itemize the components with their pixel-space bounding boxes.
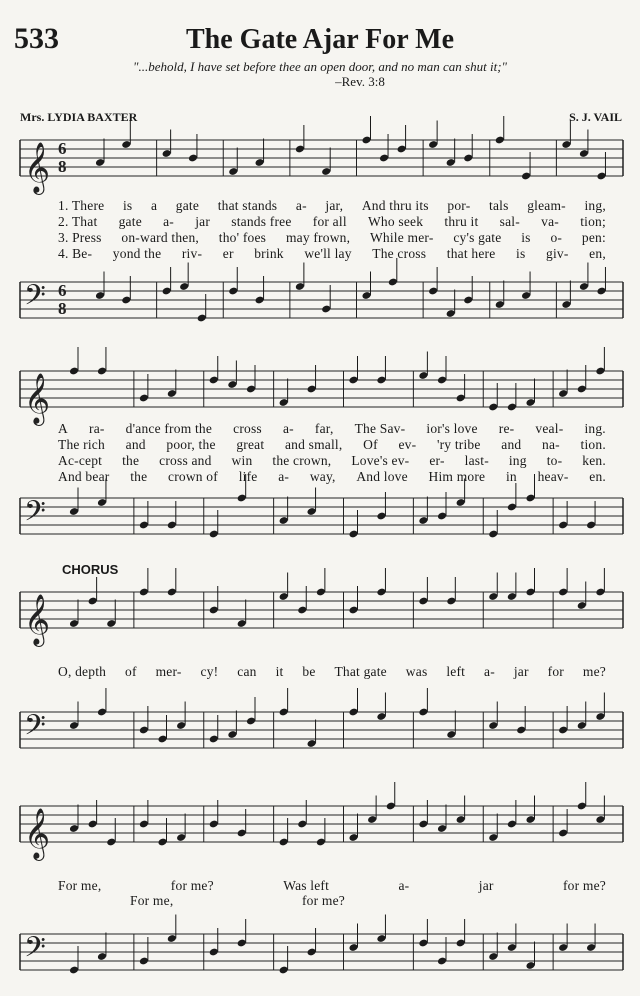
lyric-syllable: win: [231, 453, 253, 468]
lyric-syllable: a-: [163, 214, 174, 229]
lyric-syllable: a-: [398, 878, 410, 893]
lyric-syllable: heav-: [537, 469, 569, 484]
lyric-line: [58, 214, 606, 230]
lyric-syllable: 2. That: [58, 214, 98, 229]
lyric-syllable: Who seek: [367, 214, 424, 229]
lyric-syllable: Of: [363, 437, 378, 452]
lyric-syllable: Him more: [428, 469, 486, 484]
lyric-syllable: giv-: [546, 246, 569, 261]
lyric-syllable: O, depth: [58, 664, 107, 679]
lyric-syllable: a: [150, 198, 158, 213]
lyric-syllable: is: [521, 230, 531, 245]
lyric-syllable: And bear: [58, 469, 110, 484]
lyric-syllable: na-: [542, 437, 560, 452]
lyric-syllable: 1. There: [58, 198, 105, 213]
lyric-syllable: can: [237, 664, 257, 679]
lyric-syllable: in: [505, 469, 517, 484]
lyric-syllable: sal-: [499, 214, 520, 229]
time-signature: 8: [58, 299, 67, 318]
treble-clef-icon: 𝄞: [24, 142, 51, 193]
bass-clef-icon: 𝄢: [24, 495, 46, 535]
lyric-syllable: way,: [309, 469, 336, 484]
lyric-syllable: the: [130, 469, 148, 484]
lyric-syllable: er: [222, 246, 234, 261]
lyric-syllable: cross and: [159, 453, 212, 468]
time-signature: 8: [58, 157, 67, 176]
lyric-syllable: jar,: [325, 198, 344, 213]
bass-clef-icon: 𝄢: [24, 709, 46, 749]
lyric-syllable: por-: [447, 198, 471, 213]
hymn-title: The Gate Ajar For Me: [185, 24, 454, 55]
lyric-syllable: re-: [498, 421, 515, 436]
lyric-syllable: ior's love: [426, 421, 478, 436]
lyric-syllable: cy's gate: [453, 230, 502, 245]
lyric-syllable: ing: [508, 453, 527, 468]
lyric-line: [58, 453, 606, 469]
hymn-number: 533: [14, 22, 59, 55]
lyric-syllable: For me,: [130, 893, 174, 908]
lyric-syllable: For me,: [58, 878, 102, 893]
bass-staff: [0, 276, 640, 336]
lyric-syllable: the crown,: [272, 453, 332, 468]
lyric-syllable: mer-: [155, 664, 182, 679]
lyric-syllable: va-: [541, 214, 559, 229]
lyric-syllable: be: [302, 664, 316, 679]
lyric-syllable: cy!: [200, 664, 219, 679]
lyric-syllable: 4. Be-: [58, 246, 93, 261]
lyric-syllable: a-: [484, 664, 495, 679]
lyric-syllable: And love: [356, 469, 408, 484]
bass-clef-icon: 𝄢: [24, 279, 46, 319]
lyric-syllable: The rich: [58, 437, 105, 452]
treble-staff: [0, 800, 640, 860]
treble-clef-icon: 𝄞: [24, 808, 51, 859]
lyric-syllable: 'ry tribe: [436, 437, 481, 452]
treble-clef-icon: 𝄞: [24, 373, 51, 424]
lyric-syllable: and: [501, 437, 522, 452]
lyric-line: [58, 664, 606, 680]
lyric-syllable: ra-: [89, 421, 105, 436]
lyric-line: [58, 878, 606, 894]
lyric-syllable: cross: [233, 421, 262, 436]
lyric-line: [58, 198, 606, 214]
lyric-syllable: ken.: [582, 453, 606, 468]
lyric-syllable: While mer-: [369, 230, 434, 245]
lyric-syllable: jar: [513, 664, 529, 679]
lyric-syllable: gleam-: [527, 198, 566, 213]
lyric-syllable: far,: [314, 421, 334, 436]
lyric-syllable: stands free: [231, 214, 292, 229]
scripture-reference: –Rev. 3:8: [335, 74, 385, 89]
lyric-syllable: was: [405, 664, 428, 679]
treble-staff: [0, 365, 640, 425]
lyric-syllable: ing.: [584, 421, 606, 436]
composer-credit: S. J. VAIL: [569, 110, 622, 124]
lyric-syllable: it: [275, 664, 284, 679]
lyric-syllable: brink: [254, 246, 284, 261]
lyric-syllable: last-: [464, 453, 489, 468]
lyric-syllable: d'ance from the: [125, 421, 213, 436]
lyric-syllable: The cross: [372, 246, 427, 261]
lyric-syllable: to-: [546, 453, 563, 468]
lyric-syllable: And thru its: [361, 198, 429, 213]
lyric-syllable: The Sav-: [354, 421, 406, 436]
lyric-syllable: er-: [429, 453, 445, 468]
time-signature: 6: [58, 139, 67, 158]
lyric-syllable: left: [446, 664, 466, 679]
lyric-syllable: is: [516, 246, 526, 261]
lyric-syllable: we'll lay: [304, 246, 352, 261]
lyric-syllable: Love's ev-: [351, 453, 410, 468]
lyric-syllable: tion.: [580, 437, 606, 452]
bass-clef-icon: 𝄢: [24, 931, 46, 971]
lyric-syllable: for me?: [301, 893, 345, 908]
lyric-syllable: that here: [446, 246, 496, 261]
lyric-line: [58, 469, 606, 485]
lyric-syllable: that stands: [217, 198, 278, 213]
lyric-syllable: poor, the: [166, 437, 216, 452]
lyric-syllable: o-: [550, 230, 563, 245]
treble-clef-icon: 𝄞: [24, 594, 51, 645]
treble-staff: [0, 134, 640, 194]
chorus-label: CHORUS: [62, 562, 119, 577]
lyric-syllable: a-: [282, 421, 294, 436]
lyric-syllable: riv-: [181, 246, 203, 261]
lyric-syllable: en.: [589, 469, 606, 484]
lyric-line: [58, 230, 606, 246]
lyric-syllable: ev-: [398, 437, 417, 452]
lyric-syllable: of: [125, 664, 137, 679]
lyric-syllable: veal-: [535, 421, 564, 436]
lyric-syllable: Was left: [283, 878, 330, 893]
lyric-syllable: life: [238, 469, 258, 484]
lyric-syllable: tion;: [580, 214, 606, 229]
lyric-syllable: the: [122, 453, 140, 468]
lyric-syllable: jar: [195, 214, 211, 229]
lyric-syllable: tals: [489, 198, 509, 213]
lyric-syllable: on-ward then,: [121, 230, 199, 245]
treble-staff: [0, 586, 640, 646]
lyric-syllable: tho' foes: [218, 230, 267, 245]
lyric-syllable: a-: [278, 469, 290, 484]
bass-staff: [0, 706, 640, 766]
lyric-line: [58, 437, 606, 453]
lyric-syllable: pen:: [581, 230, 606, 245]
lyric-line: [58, 246, 606, 262]
lyric-syllable: gate: [175, 198, 200, 213]
lyric-syllable: and small,: [284, 437, 343, 452]
scripture-epigraph: "...behold, I have set before thee an open door, and no man can shut it;": [132, 59, 507, 74]
lyric-syllable: for me?: [562, 878, 606, 893]
lyric-syllable: Ac-cept: [58, 453, 103, 468]
lyric-line: [58, 421, 606, 437]
lyric-syllable: gate: [118, 214, 142, 229]
lyric-syllable: great: [236, 437, 265, 452]
lyric-syllable: jar: [478, 878, 494, 893]
lyric-syllable: en,: [589, 246, 606, 261]
lyric-syllable: for me?: [170, 878, 214, 893]
lyric-syllable: A: [58, 421, 68, 436]
lyric-syllable: is: [122, 198, 133, 213]
lyric-syllable: thru it: [444, 214, 479, 229]
lyric-syllable: for all: [312, 214, 347, 229]
lyric-syllable: ing,: [584, 198, 606, 213]
lyric-syllable: for: [547, 664, 564, 679]
bass-staff: [0, 492, 640, 552]
author-credit: Mrs. LYDIA BAXTER: [20, 110, 138, 124]
lyric-syllable: and: [125, 437, 146, 452]
lyric-syllable: That gate: [334, 664, 387, 679]
lyric-syllable: crown of: [168, 469, 218, 484]
lyric-syllable: me?: [582, 664, 606, 679]
lyric-syllable: a-: [295, 198, 307, 213]
bass-staff: [0, 928, 640, 988]
lyric-syllable: yond the: [112, 246, 162, 261]
lyric-line: [130, 893, 345, 909]
time-signature: 6: [58, 281, 67, 300]
lyric-syllable: 3. Press: [58, 230, 102, 245]
lyric-syllable: may frown,: [285, 230, 351, 245]
